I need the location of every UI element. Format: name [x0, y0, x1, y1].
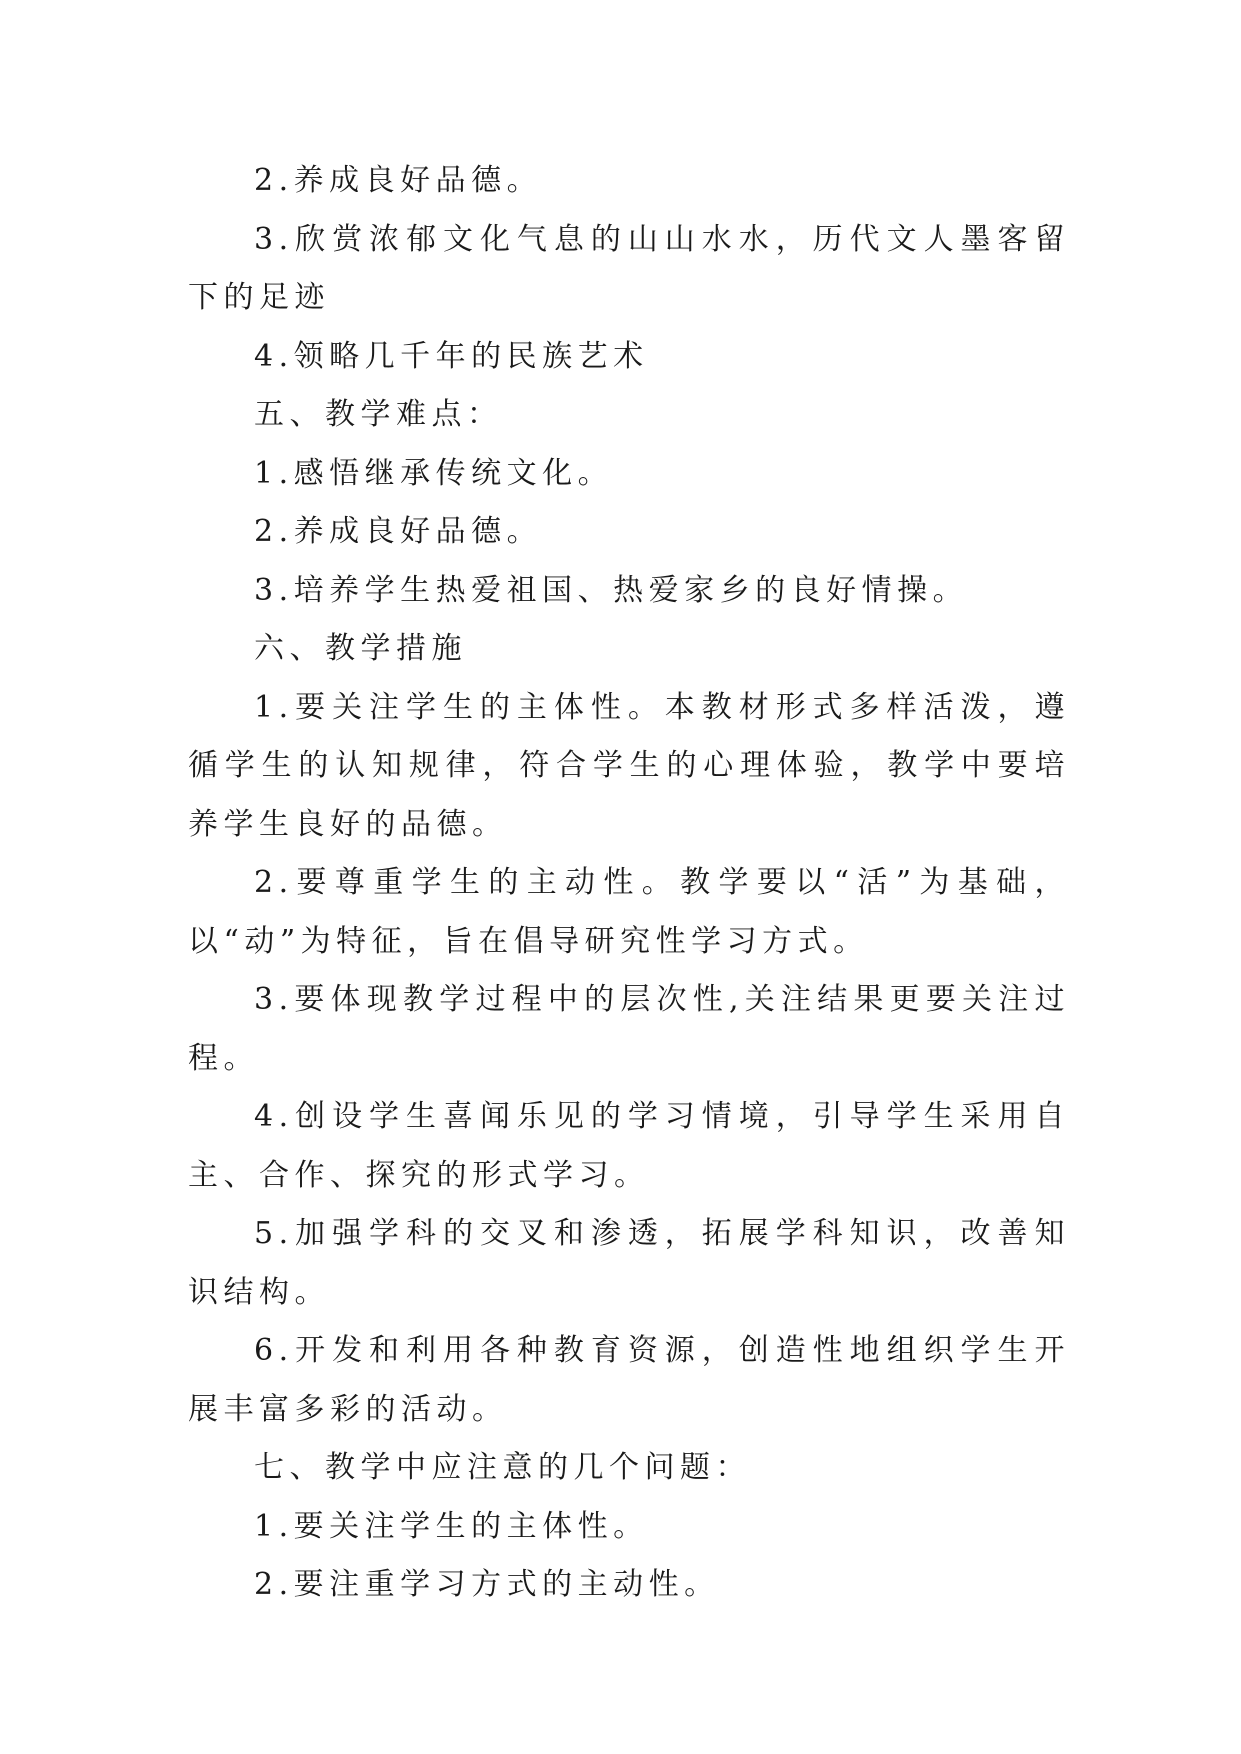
paragraph: 4.创设学生喜闻乐见的学习情境，引导学生采用自主、合作、探究的形式学习。 — [188, 1099, 1070, 1193]
paragraph: 1.要关注学生的主体性。本教材形式多样活泼，遵循学生的认知规律，符合学生的心理体验，教学中要培养学生良好的品德。 — [188, 689, 1070, 842]
paragraph: 2.养成良好品德。 — [254, 163, 543, 198]
paragraph: 4.领略几千年的民族艺术 — [254, 338, 649, 374]
document-body — [188, 152, 1070, 1615]
section-heading: 六、教学措施 — [254, 631, 467, 666]
paragraph: 3.培养学生热爱祖国、热爱家乡的良好情操。 — [254, 572, 969, 608]
paragraph: 2.要注重学习方式的主动性。 — [254, 1567, 720, 1602]
paragraph: 6.开发和利用各种教育资源，创造性地组织学生开展丰富多彩的活动。 — [188, 1333, 1070, 1427]
paragraph: 5.加强学科的交叉和渗透，拓展学科知识，改善知识结构。 — [188, 1216, 1070, 1310]
paragraph: 3.欣赏浓郁文化气息的山山水水，历代文人墨客留下的足迹 — [188, 221, 1070, 315]
paragraph: 2.要尊重学生的主动性。教学要以“活”为基础，以“动”为特征，旨在倡导研究性学习方式。 — [188, 865, 1070, 959]
paragraph: 1.要关注学生的主体性。 — [254, 1508, 649, 1544]
section-heading: 五、教学难点： — [254, 397, 503, 432]
paragraph: 2.养成良好品德。 — [254, 514, 543, 549]
paragraph: 1.感悟继承传统文化。 — [254, 455, 614, 491]
paragraph: 3.要体现教学过程中的层次性,关注结果更要关注过程。 — [188, 982, 1070, 1076]
section-heading: 七、教学中应注意的几个问题： — [254, 1450, 751, 1485]
